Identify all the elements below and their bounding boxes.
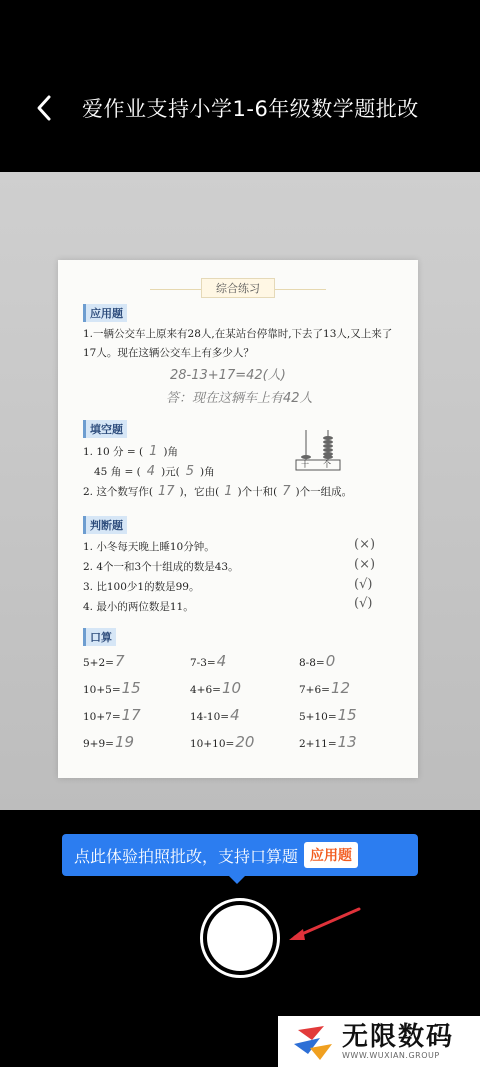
top-bar — [0, 0, 480, 172]
abacus-label: 个 — [323, 460, 331, 469]
calc-item: 10+7=17 — [83, 706, 141, 724]
brand-logo-icon — [290, 1022, 336, 1062]
calc-item: 4+6=10 — [190, 679, 242, 697]
calc-item: 14-10=4 — [190, 706, 240, 724]
arrow-icon — [285, 905, 365, 945]
tip-text: 点此体验拍照批改，支持口算题 — [74, 846, 299, 866]
fill-question: 1. 10 分 = ( 1 )角 — [83, 444, 179, 459]
chevron-left-icon — [35, 94, 53, 122]
shutter-button[interactable] — [200, 898, 280, 978]
judge-question: 1. 小冬每天晚上睡10分钟。 — [83, 541, 215, 553]
question-text: 17人。现在这辆公交车上有多少人？ — [83, 347, 254, 359]
calc-item: 7-3=4 — [190, 652, 227, 670]
tip-arrow — [229, 876, 245, 884]
fill-question: 45 角 = ( 4 )元( 5 )角 — [94, 464, 215, 479]
tip-banner[interactable] — [62, 834, 418, 876]
section-yingyong: 应用题 — [83, 304, 127, 322]
fill-question: 2. 这个数写作( 17 )，它由( 1 )个十和( 7 )个一组成。 — [83, 484, 353, 499]
calc-item: 10+5=15 — [83, 679, 141, 697]
calc-item: 8-8=0 — [299, 652, 336, 670]
tip-badge[interactable]: 应用题 — [304, 842, 358, 868]
section-tiankong: 填空题 — [83, 420, 127, 438]
calc-item: 7+6=12 — [299, 679, 351, 697]
camera-preview[interactable] — [0, 172, 480, 810]
judge-question: 3. 比100少1的数是99。 — [83, 581, 200, 593]
shutter-icon — [207, 905, 273, 971]
section-kousuan: 口算 — [83, 628, 116, 646]
worksheet-title: 综合练习 — [58, 278, 418, 298]
abacus-label: 十 — [301, 460, 309, 469]
calc-item: 2+11=13 — [299, 733, 357, 751]
page-title: 爱作业支持小学1-6年级数学题批改 — [82, 97, 419, 121]
calc-item: 10+10=20 — [190, 733, 255, 751]
handwritten-answer: 答：现在这辆车上有42人 — [166, 391, 313, 406]
question-text: 1.一辆公交车上原来有28人,在某站台停靠时,下去了13人,又上来了 — [83, 328, 393, 340]
calc-item: 5+2=7 — [83, 652, 125, 670]
handwritten-work: 28-13+17=42(人) — [170, 368, 286, 383]
section-panduan: 判断题 — [83, 516, 127, 534]
back-button[interactable] — [30, 92, 58, 124]
judge-question: 4. 最小的两位数是11。 — [83, 601, 194, 613]
watermark — [278, 1016, 480, 1067]
judge-mark: (√) — [354, 577, 373, 592]
calc-item: 9+9=19 — [83, 733, 135, 751]
calc-item: 5+10=15 — [299, 706, 357, 724]
judge-mark: (×) — [354, 557, 376, 572]
watermark-url: WWW.WUXIAN.GROUP — [342, 1051, 440, 1060]
judge-mark: (×) — [354, 537, 376, 552]
judge-mark: (√) — [354, 596, 373, 611]
worksheet-photo — [58, 260, 418, 778]
abacus-figure — [294, 428, 342, 472]
judge-question: 2. 4个一和3个十组成的数是43。 — [83, 561, 239, 573]
watermark-name: 无限数码 — [342, 1022, 455, 1052]
